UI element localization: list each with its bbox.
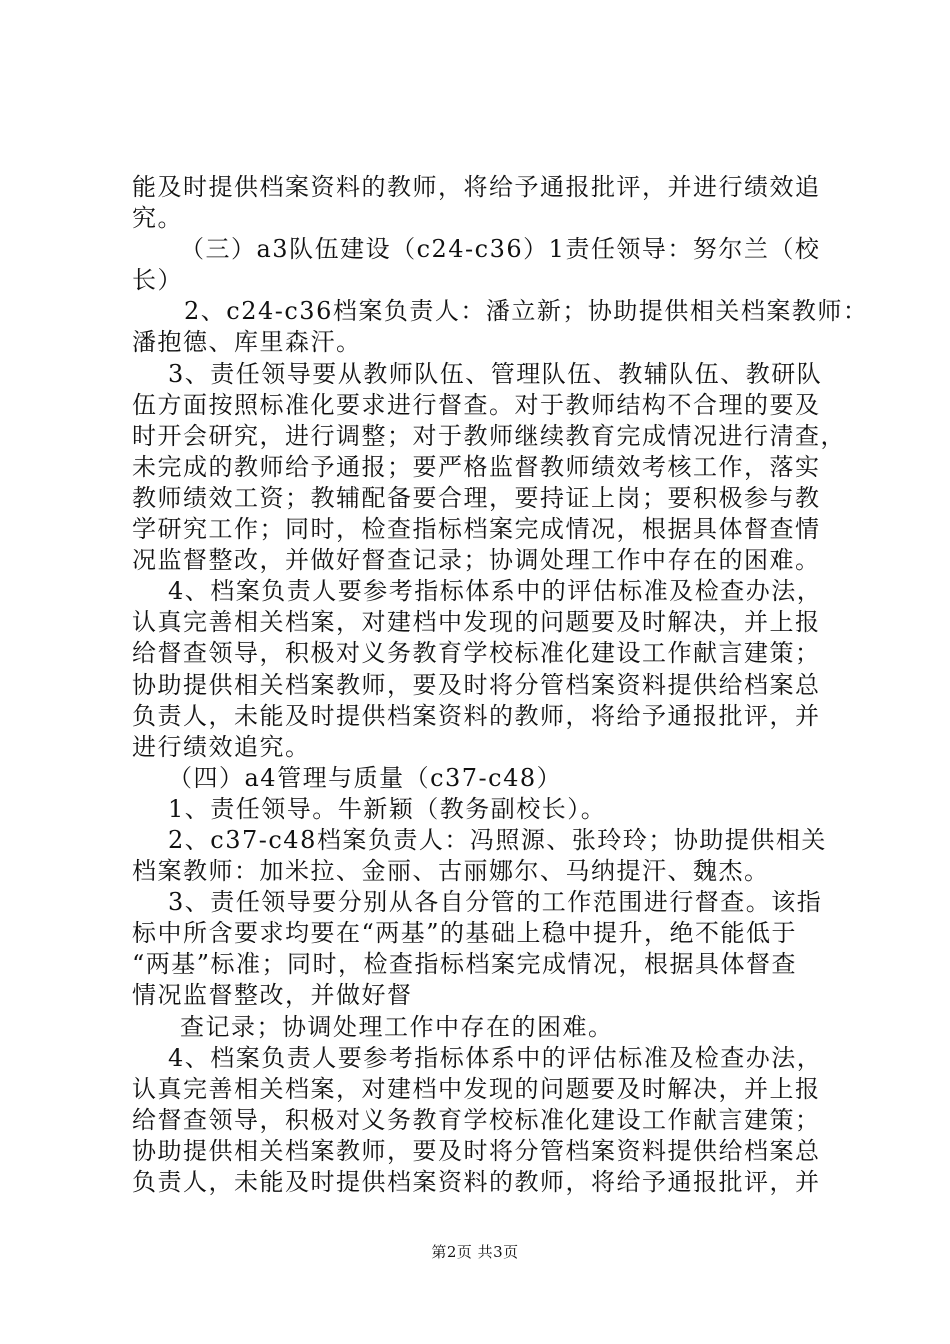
text-line: 学研究工作；同时，检查指标档案完成情况，根据具体督查情 [132, 515, 821, 544]
text-line: 查记录；协调处理工作中存在的困难。 [180, 1012, 614, 1041]
page-number-footer: 第2页 共3页 [431, 1243, 519, 1261]
text-line: 4、档案负责人要参考指标体系中的评估标准及检查办法， [168, 1043, 823, 1072]
text-line: 教师绩效工资；教辅配备要合理，要持证上岗；要积极参与教 [132, 483, 821, 512]
text-line: 3、责任领导要分别从各自分管的工作范围进行督查。该指 [168, 888, 823, 917]
text-line: 时开会研究，进行调整；对于教师继续教育完成情况进行清查， [132, 421, 846, 450]
text-line: 给督查领导，积极对义务教育学校标准化建设工作献言建策； [132, 1105, 821, 1134]
section-heading: （四）a4管理与质量（c37-c48） [168, 763, 563, 792]
text-line: 2、c24-c36档案负责人：潘立新；协助提供相关档案教师： [184, 297, 869, 326]
text-line: 给督查领导，积极对义务教育学校标准化建设工作献言建策； [132, 639, 821, 668]
text-line: 长） [132, 266, 183, 295]
text-line: “两基”标准；同时，检查指标档案完成情况，根据具体督查 [132, 950, 798, 979]
text-line: 4、档案负责人要参考指标体系中的评估标准及检查办法， [168, 577, 823, 606]
text-line: 2、c37-c48档案负责人：冯照源、张玲玲；协助提供相关 [168, 825, 827, 854]
text-line: 能及时提供档案资料的教师，将给予通报批评，并进行绩效追 [132, 173, 821, 201]
text-line: 3、责任领导要从教师队伍、管理队伍、教辅队伍、教研队 [168, 359, 823, 388]
text-line: 标中所含要求均要在“两基”的基础上稳中提升，绝不能低于 [132, 919, 798, 948]
text-line: 潘抱德、库里森汗。 [132, 328, 362, 357]
document-body [132, 172, 869, 1198]
section-heading: （三）a3队伍建设（c24-c36）1责任领导：努尔兰（校 [180, 235, 821, 264]
text-line: 伍方面按照标准化要求进行督查。对于教师结构不合理的要及 [132, 390, 821, 419]
text-line: 协助提供相关档案教师，要及时将分管档案资料提供给档案总 [132, 1136, 821, 1165]
text-line: 况监督整改，并做好督查记录；协调处理工作中存在的困难。 [132, 546, 821, 575]
text-line: 负责人，未能及时提供档案资料的教师，将给予通报批评，并 [132, 1168, 821, 1196]
text-line: 档案教师：加米拉、金丽、古丽娜尔、马纳提汗、魏杰。 [132, 857, 770, 886]
text-line: 未完成的教师给予通报；要严格监督教师绩效考核工作，落实 [132, 452, 821, 481]
text-line: 负责人，未能及时提供档案资料的教师，将给予通报批评，并 [132, 701, 821, 730]
text-line: 究。 [132, 204, 183, 233]
text-line: 1、责任领导。牛新颖（教务副校长）。 [168, 794, 607, 823]
text-line: 认真完善相关档案，对建档中发现的问题要及时解决，并上报 [132, 608, 821, 637]
text-line: 协助提供相关档案教师，要及时将分管档案资料提供给档案总 [132, 670, 821, 699]
text-line: 进行绩效追究。 [132, 732, 311, 761]
text-line: 情况监督整改，并做好督 [132, 981, 413, 1010]
text-line: 认真完善相关档案，对建档中发现的问题要及时解决，并上报 [132, 1074, 821, 1103]
